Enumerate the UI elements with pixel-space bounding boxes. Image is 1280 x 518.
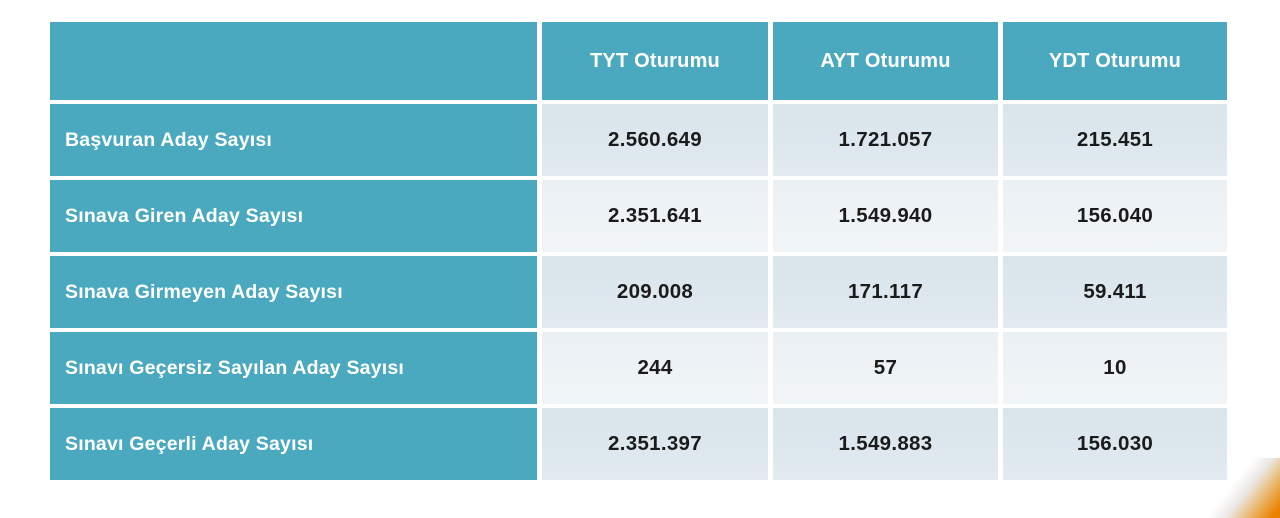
- column-header-ydt: YDT Oturumu: [1003, 22, 1227, 100]
- cell-giren-tyt: 2.351.641: [542, 180, 768, 252]
- cell-girmeyen-ayt: 171.117: [773, 256, 998, 328]
- column-header-ayt: AYT Oturumu: [773, 22, 998, 100]
- cell-gecersiz-ayt: 57: [773, 332, 998, 404]
- cell-girmeyen-ydt: 59.411: [1003, 256, 1227, 328]
- cell-gecersiz-ydt: 10: [1003, 332, 1227, 404]
- cell-giren-ydt: 156.040: [1003, 180, 1227, 252]
- cell-basvuran-ayt: 1.721.057: [773, 104, 998, 176]
- cell-gecerli-ydt: 156.030: [1003, 408, 1227, 480]
- column-header-tyt: TYT Oturumu: [542, 22, 768, 100]
- cell-gecersiz-tyt: 244: [542, 332, 768, 404]
- row-label-basvuran: Başvuran Aday Sayısı: [50, 104, 537, 176]
- row-label-gecerli: Sınavı Geçerli Aday Sayısı: [50, 408, 537, 480]
- row-label-sinava-girmeyen: Sınava Girmeyen Aday Sayısı: [50, 256, 537, 328]
- cell-basvuran-ydt: 215.451: [1003, 104, 1227, 176]
- cell-basvuran-tyt: 2.560.649: [542, 104, 768, 176]
- cell-girmeyen-tyt: 209.008: [542, 256, 768, 328]
- exam-statistics-table: [50, 22, 1227, 480]
- row-label-sinava-giren: Sınava Giren Aday Sayısı: [50, 180, 537, 252]
- row-label-gecersiz: Sınavı Geçersiz Sayılan Aday Sayısı: [50, 332, 537, 404]
- cell-gecerli-tyt: 2.351.397: [542, 408, 768, 480]
- cell-gecerli-ayt: 1.549.883: [773, 408, 998, 480]
- header-corner-cell: [50, 22, 537, 100]
- cell-giren-ayt: 1.549.940: [773, 180, 998, 252]
